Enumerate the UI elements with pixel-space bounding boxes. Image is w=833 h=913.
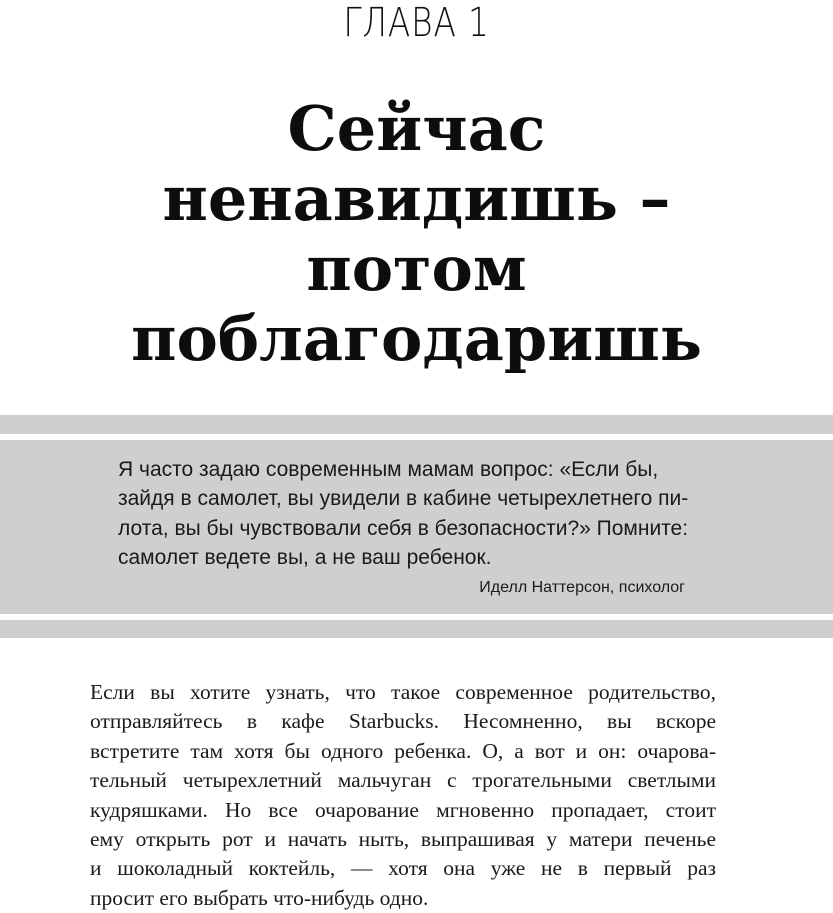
- body-line: тельный четырехлетний мальчуган с трогательными светлыми: [90, 768, 716, 793]
- body-line: отправляйтесь в кафе Starbucks. Несомненно, вы вскоре: [90, 709, 716, 734]
- epigraph-line: лота, вы бы чувствовали себя в безопасности?» Помните:: [118, 516, 689, 540]
- body-line: просит его выбрать что-нибудь одно.: [90, 885, 429, 910]
- chapter-title-line: Сейчас: [287, 92, 546, 165]
- chapter-title-line: поблагодаришь: [131, 302, 702, 375]
- epigraph-quote: [118, 455, 698, 572]
- epigraph-line: самолет ведете вы, а не ваш ребенок.: [118, 545, 492, 569]
- chapter-label: ГЛАВА 1: [343, 0, 490, 46]
- body-paragraph: [90, 678, 716, 913]
- chapter-title: [0, 94, 833, 374]
- epigraph-line: зайдя в самолет, вы увидели в кабине четырехлетнего пи-: [118, 487, 689, 511]
- epigraph-line: Я часто задаю современным мамам вопрос: «Если бы,: [118, 458, 659, 481]
- epigraph-top-stripe: [0, 415, 833, 434]
- chapter-title-line: ненавидишь –: [162, 162, 671, 235]
- epigraph-bottom-stripe: [0, 620, 833, 638]
- body-line: ему открыть рот и начать ныть, выпрашивая у матери печенье: [90, 827, 716, 852]
- body-line: и шоколадный коктейль, — хотя она уже не в первый раз: [90, 856, 716, 881]
- body-line: встретите там хотя бы одного ребенка. О, а вот и он: очарова-: [90, 738, 716, 763]
- body-line: Если вы хотите узнать, что такое современное родительство,: [90, 680, 716, 704]
- epigraph-attribution: Иделл Наттерсон, психолог: [479, 579, 685, 596]
- body-line: кудряшками. Но все очарование мгновенно пропадает, стоит: [90, 797, 716, 822]
- chapter-title-line: потом: [306, 232, 527, 305]
